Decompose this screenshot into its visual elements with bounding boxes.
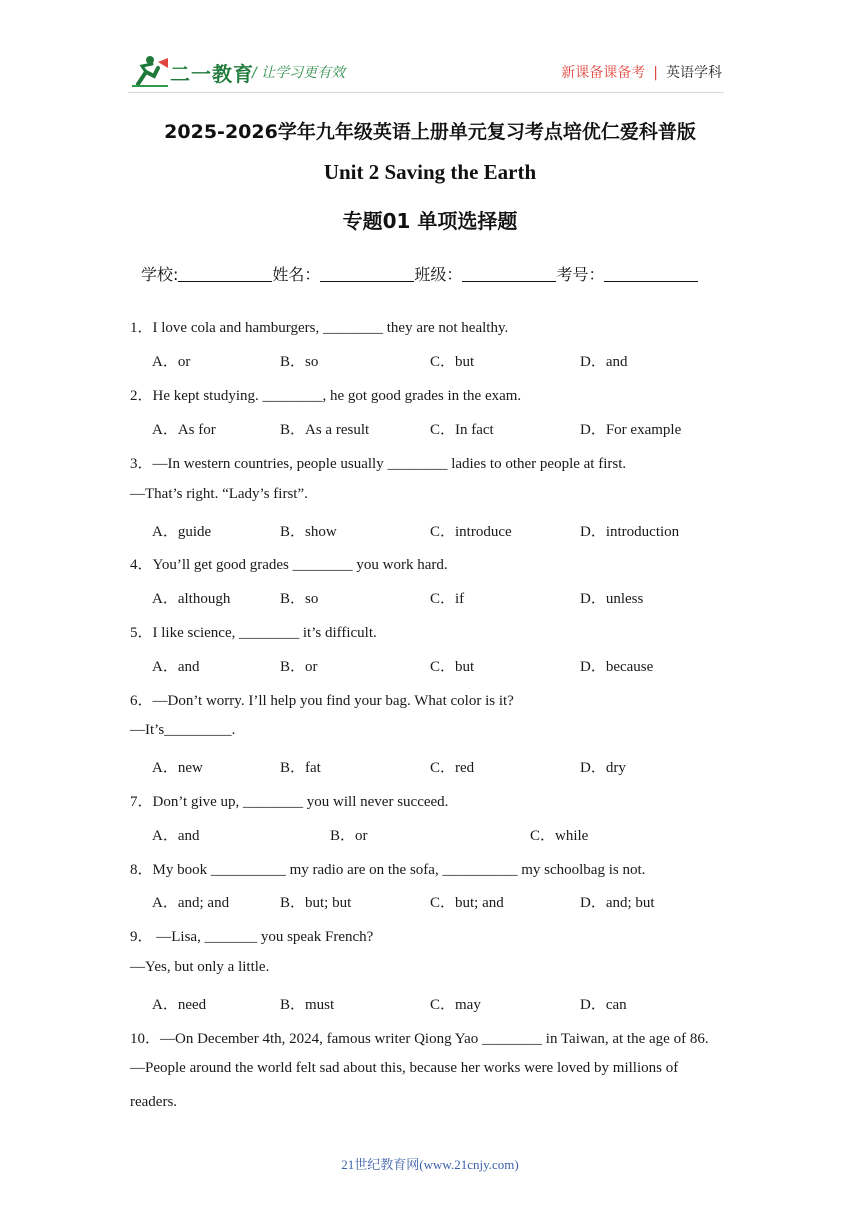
question-1-option-d[interactable]: D．and (580, 354, 628, 370)
school-label: 学校: (141, 265, 179, 284)
school-blank[interactable] (178, 267, 272, 282)
logo-text: 二一教育 (170, 62, 254, 86)
question-6-option-b[interactable]: B．fat (280, 760, 321, 776)
question-8-option-a[interactable]: A．and; and (152, 895, 230, 911)
page-header (0, 0, 860, 100)
name-label: 姓名： (272, 265, 321, 284)
question-5-option-d[interactable]: D．because (580, 659, 654, 675)
header-exam-label: 新课备课备考 (561, 65, 646, 81)
question-4-option-d[interactable]: D．unless (580, 591, 644, 607)
question-9-option-b[interactable]: B．must (280, 997, 335, 1013)
question-4-option-b[interactable]: B．so (280, 591, 319, 607)
class-label: 班级： (414, 265, 463, 284)
question-2-option-c[interactable]: C．In fact (430, 422, 494, 438)
header-separator: | (653, 65, 658, 81)
question-5-option-b[interactable]: B．or (280, 659, 318, 675)
question-8-option-b[interactable]: B．but; but (280, 895, 352, 911)
question-1-option-b[interactable]: B．so (280, 354, 319, 370)
question-5-option-c[interactable]: C．but (430, 659, 475, 675)
question-6-option-d[interactable]: D．dry (580, 760, 626, 776)
question-8-option-d[interactable]: D．and; but (580, 895, 655, 911)
question-3-option-a[interactable]: A．guide (152, 524, 212, 540)
question-6-option-c[interactable]: C．red (430, 760, 475, 776)
question-8-stem: 8．My book __________ my radio are on the sofa, __________ my schoolbag is not. (130, 862, 646, 878)
question-3-stem-line2: —That’s right. “Lady’s first”. (130, 486, 308, 502)
question-9-option-d[interactable]: D．can (580, 997, 627, 1013)
question-3-option-b[interactable]: B．show (280, 524, 337, 540)
question-9-stem: 9． —Lisa, _______ you speak French? (130, 929, 374, 945)
question-7-option-c[interactable]: C．while (530, 828, 589, 844)
question-9-option-a[interactable]: A．need (152, 997, 207, 1013)
question-2-option-a[interactable]: A．As for (152, 422, 216, 438)
question-6-stem: 6．—Don’t worry. I’ll help you find your bag. What color is it? (130, 693, 514, 709)
unit-title: Unit 2 Saving the Earth (323, 160, 537, 184)
question-2-option-d[interactable]: D．For example (580, 422, 682, 438)
question-7-option-a[interactable]: A．and (152, 828, 200, 844)
question-10-stem-line2: —People around the world felt sad about this, because her works were loved by millions of (130, 1060, 679, 1076)
question-8-option-c[interactable]: C．but; and (430, 895, 504, 911)
class-blank[interactable] (462, 267, 556, 282)
question-9-option-c[interactable]: C．may (430, 997, 481, 1013)
question-9-stem-line2: —Yes, but only a little. (130, 959, 270, 975)
question-4-option-c[interactable]: C．if (430, 591, 465, 607)
question-1-option-c[interactable]: C．but (430, 354, 475, 370)
question-1-option-a[interactable]: A．or (152, 354, 191, 370)
name-blank[interactable] (320, 267, 414, 282)
question-3-option-c[interactable]: C．introduce (430, 524, 512, 540)
question-3-option-d[interactable]: D．introduction (580, 524, 680, 540)
question-5-stem: 5．I like science, ________ it’s difficult. (130, 625, 377, 641)
document-title: 2025-2026学年九年级英语上册单元复习考点培优仁爱科普版 (164, 121, 696, 143)
page-footer[interactable]: 21世纪教育网(www.21cnjy.com) (341, 1157, 519, 1172)
question-4-option-a[interactable]: A．although (152, 591, 231, 607)
question-7-stem: 7．Don’t give up, ________ you will never succeed. (130, 794, 449, 810)
question-10-stem-line3: readers. (130, 1094, 178, 1110)
question-4-stem: 4．You’ll get good grades ________ you work hard. (130, 557, 448, 573)
student-info-row (141, 262, 698, 285)
exam-no-blank[interactable] (604, 267, 698, 282)
topic-title: 专题01 单项选择题 (342, 209, 518, 233)
header-subject-label: 英语学科 (666, 65, 722, 81)
question-7-option-b[interactable]: B．or (330, 828, 368, 844)
header-divider (128, 92, 724, 93)
question-6-stem-line2: —It’s_________. (130, 722, 236, 738)
question-6-option-a[interactable]: A．new (152, 760, 203, 776)
exam-no-label: 考号： (556, 265, 605, 284)
header-right (561, 62, 722, 82)
question-2-option-b[interactable]: B．As a result (280, 422, 370, 438)
question-3-stem: 3．—In western countries, people usually ________ ladies to other people at first. (130, 456, 627, 472)
question-5-option-a[interactable]: A．and (152, 659, 200, 675)
question-10-stem: 10．—On December 4th, 2024, famous writer Qiong Yao ________ in Taiwan, at the age of 86. (130, 1031, 709, 1047)
question-1-stem: 1．I love cola and hamburgers, ________ they are not healthy. (130, 320, 509, 336)
question-2-stem: 2．He kept studying. ________, he got good grades in the exam. (130, 388, 522, 404)
header-slogan: / 让学习更有效 (252, 65, 346, 81)
